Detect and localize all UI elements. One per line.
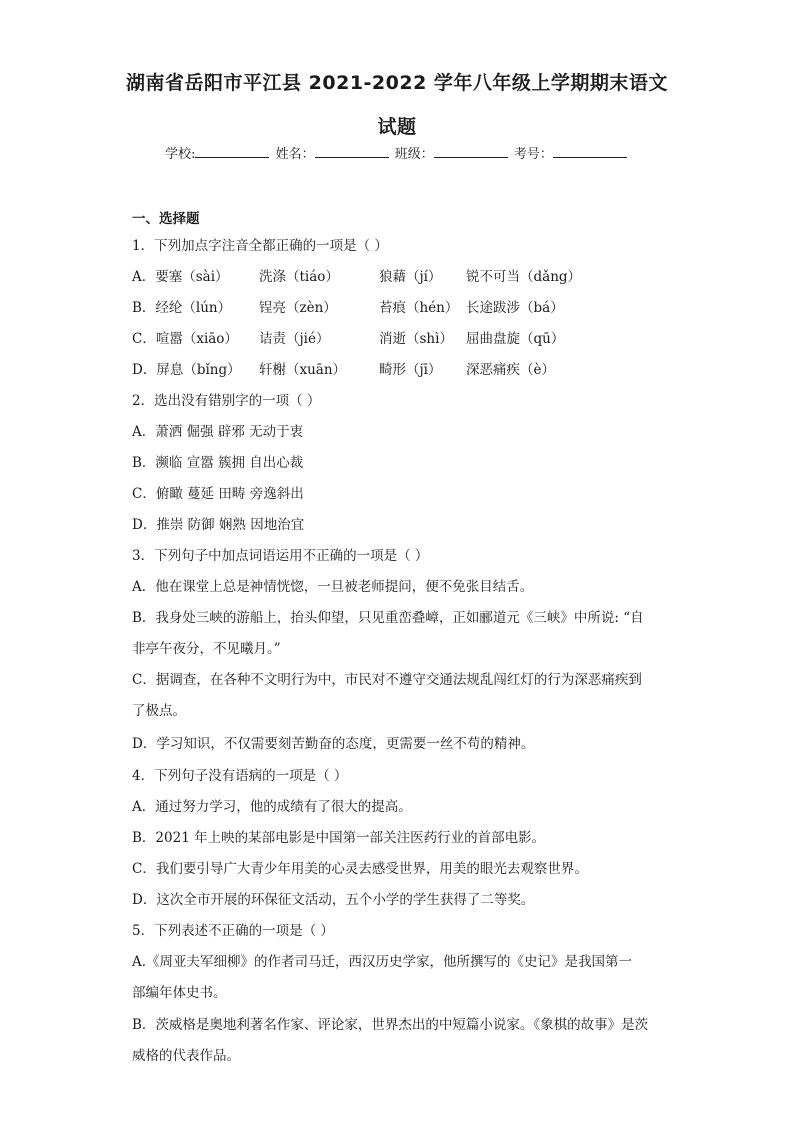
q1-c-item4: 屈曲盘旋（qū） [466, 331, 565, 347]
q3-option-a: A．他在课堂上总是神情恍惚，一旦被老师提问，便不免张目结舌。 [132, 579, 534, 595]
q2-option-d: D．推崇 防御 娴熟 因地治宜 [132, 517, 305, 533]
q2-stem: 2．选出没有错别字的一项（ ） [132, 393, 321, 409]
q1-d-item4: 深恶痛疾（è） [466, 362, 555, 378]
q1-option-c [132, 327, 564, 347]
q1-d-item3: 畸形（jī） [379, 362, 442, 378]
q1-d-item2: 轩榭（xuān） [259, 362, 347, 378]
section-heading: 一、选择题 [132, 211, 200, 227]
exam-no-label: 考号： [513, 147, 553, 162]
q1-b-item4: 长途跋涉（bá） [466, 300, 564, 316]
q4-option-d: D．这次全市开展的环保征文活动，五个小学的学生获得了二等奖。 [132, 892, 535, 908]
q1-a-item2: 洗涤（tiáo） [259, 269, 339, 285]
q1-stem: 1．下列加点字注音全都正确的一项是（ ） [132, 238, 388, 254]
q1-b-item2: 锃亮（zèn） [259, 300, 337, 316]
name-label: 姓名： [275, 147, 315, 162]
q3-stem: 3．下列句子中加点词语运用不正确的一项是（ ） [132, 548, 429, 564]
q3-option-c-line2: 了极点。 [132, 703, 186, 719]
doc-title-line1: 湖南省岳阳市平江县 2021-2022 学年八年级上学期期末语文 [126, 72, 668, 94]
q5-option-a-line2: 部编年体史书。 [132, 985, 227, 1001]
name-blank [315, 145, 389, 158]
q4-option-b: B．2021 年上映的某部电影是中国第一部关注医药行业的首部电影。 [132, 830, 546, 846]
q1-a-item3: 狼藉（jí） [379, 269, 442, 285]
q1-a-item1: A．要塞（sài） [132, 269, 229, 285]
q1-c-item3: 消逝（shì） [379, 331, 453, 347]
q3-option-b-line2: 非亭午夜分，不见曦月。” [132, 641, 281, 657]
q3-option-d: D．学习知识，不仅需要刻苦勤奋的态度，更需要一丝不苟的精神。 [132, 736, 535, 752]
q4-stem: 4．下列句子没有语病的一项是（ ） [132, 768, 348, 784]
q1-b-item1: B．经纶（lún） [132, 300, 232, 316]
q5-stem: 5．下列表述不正确的一项是（ ） [132, 923, 334, 939]
q3-option-c-line1: C．据调查，在各种不文明行为中，市民对不遵守交通法规乱闯红灯的行为深恶痛疾到 [132, 672, 642, 688]
q2-option-b: B．濒临 宣嚣 簇拥 自出心裁 [132, 455, 304, 471]
school-blank [195, 145, 269, 158]
q4-option-c: C．我们要引导广大青少年用美的心灵去感受世界，用美的眼光去观察世界。 [132, 861, 588, 877]
q5-option-b-line2: 威格的代表作品。 [132, 1048, 240, 1064]
class-label: 班级： [394, 147, 434, 162]
q1-a-item4: 锐不可当（dǎng） [466, 269, 582, 285]
q1-option-d [132, 358, 555, 378]
exam-no-blank [553, 145, 627, 158]
q1-option-a [132, 265, 581, 285]
q2-option-a: A．萧洒 倔强 辟邪 无动于衷 [132, 424, 304, 440]
q1-b-item3: 苔痕（hén） [379, 300, 459, 316]
q2-option-c: C．俯瞰 蔓延 田畴 旁逸斜出 [132, 486, 304, 502]
q1-d-item1: D．屏息（bǐng） [132, 362, 241, 378]
q5-option-a-line1: A.《周亚夫军细柳》的作者司马迁，西汉历史学家，他所撰写的《史记》是我国第一 [132, 954, 633, 970]
q5-option-b-line1: B．茨威格是奥地利著名作家、评论家，世界杰出的中短篇小说家。《象棋的故事》是茨 [132, 1017, 649, 1033]
class-blank [434, 145, 508, 158]
doc-title-line2: 试题 [377, 116, 417, 138]
q1-c-item2: 诘责（jié） [259, 331, 330, 347]
q4-option-a: A．通过努力学习，他的成绩有了很大的提高。 [132, 799, 412, 815]
school-label: 学校: [165, 147, 196, 162]
q1-c-item1: C．喧嚣（xiāo） [132, 331, 238, 347]
student-info-row [0, 143, 794, 162]
q3-option-b-line1: B．我身处三峡的游船上，抬头仰望，只见重峦叠嶂，正如郦道元《三峡》中所说: “自 [132, 610, 644, 626]
q1-option-b [132, 296, 564, 316]
